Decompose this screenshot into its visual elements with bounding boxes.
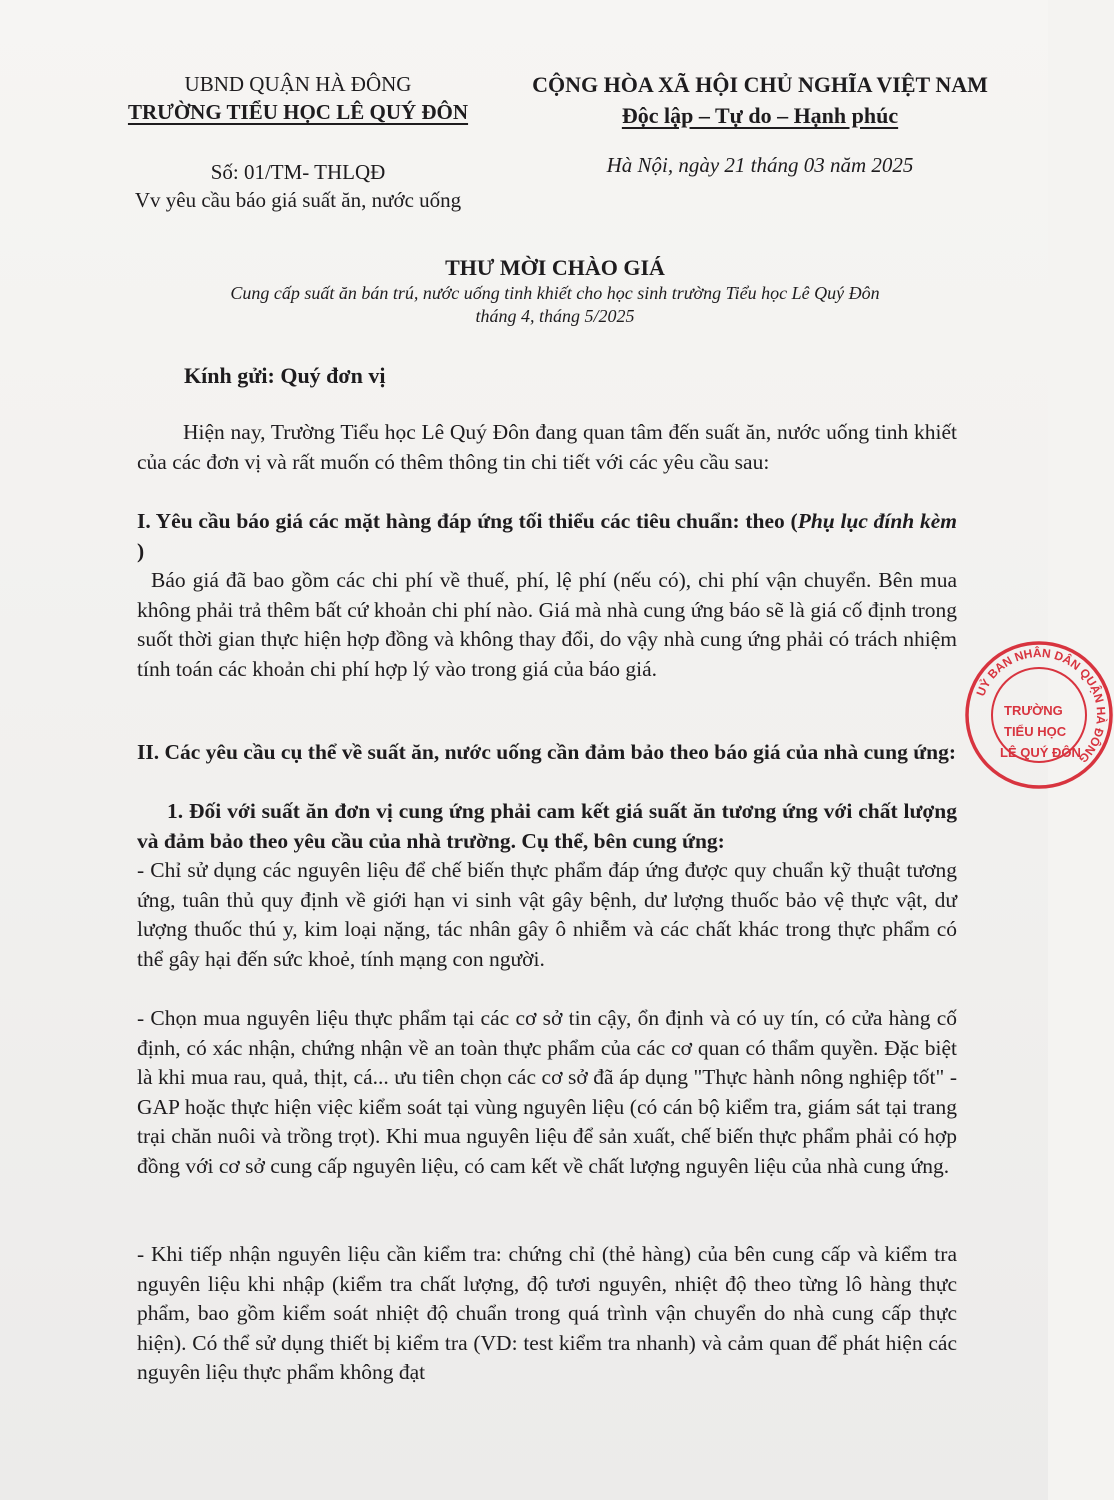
bullet-3: - Khi tiếp nhận nguyên liệu cần kiểm tra: chứng chỉ (thẻ hàng) của bên cung cấp và kiểm tra nguyên liệu khi nhập (kiểm tra chất lượng, độ tươi nguyên, nhiệt độ theo từng lô hàng thực phẩm, bao gồm kiểm soát nhiệt độ chuẩn trong quá trình vận chuyển do nhà cung cấp thực hiện). Có thể sử dụng thiết bị kiểm tra (VD: test kiểm tra nhanh) và cảm quan để phát hiện các nguyên liệu thực phẩm không đạt bbox=[137, 1242, 957, 1385]
stamp-center-line2: TIỂU HỌC bbox=[1004, 724, 1067, 739]
intro-paragraph: Hiện nay, Trường Tiểu học Lê Quý Đôn đang quan tâm đến suất ăn, nước uống tinh khiết của các đơn vị và rất muốn có thêm thông tin chi tiết với các yêu cầu sau: bbox=[137, 420, 957, 474]
national-motto-text: Độc lập – Tự do – Hạnh phúc bbox=[621, 103, 899, 128]
bullet-2: - Chọn mua nguyên liệu thực phẩm tại các cơ sở tin cậy, ổn định và có uy tín, có cửa hàng cố định, có xác nhận, chứng nhận về an toàn thực phẩm của các cơ quan có thẩm quyền. Đặc biệt là khi mua rau, quả, thịt, cá... ưu tiên chọn các cơ sở đã áp dụng "Thực hành nông nghiệp tốt" - GAP hoặc thực hiện việc kiểm soát tại vùng nguyên liệu (có cán bộ kiểm tra, giám sát tại trang trại chăn nuôi và trồng trọt). Khi mua nguyên liệu để sản xuất, chế biến thực phẩm phải có hợp đồng với cơ sở cung cấp nguyên liệu, có cam kết về chất lượng nguyên liệu của nhà cung ứng. bbox=[137, 1006, 957, 1178]
section1-heading-end: ) bbox=[137, 538, 145, 563]
greeting: Kính gửi: Quý đơn vị bbox=[184, 363, 386, 388]
section1-heading-text: I. Yêu cầu báo giá các mặt hàng đáp ứng tối thiểu các tiêu chuẩn: theo ( bbox=[137, 509, 798, 533]
document-subject: Vv yêu cầu báo giá suất ăn, nước uống bbox=[134, 188, 462, 212]
stamp-center-line3: LÊ QUÝ ĐÔN bbox=[1000, 745, 1081, 760]
school-name bbox=[118, 100, 478, 125]
bullet-1: - Chỉ sử dụng các nguyên liệu để chế biến thực phẩm đáp ứng được quy chuẩn kỹ thuật tương ứng, tuân thủ quy định về giới hạn vi sinh vật gây bệnh, dư lượng thuốc bảo vệ thực vật, dư lượng thuốc thú y, kim loại nặng, tác nhân gây ô nhiễm và các chất khác trong thực phẩm có thể gây hại đến sức khoẻ, tính mạng con người. bbox=[137, 858, 957, 971]
official-stamp bbox=[964, 640, 1114, 790]
letter-subtitle-line2: tháng 4, tháng 5/2025 bbox=[475, 306, 635, 326]
stamp-center-line1: TRƯỜNG bbox=[1004, 703, 1063, 718]
stamp-ring-text: UỶ BAN NHÂN DÂN QUẬN HÀ ĐÔNG bbox=[973, 645, 1109, 766]
letter-subtitle-line1: Cung cấp suất ăn bán trú, nước uống tinh khiết cho học sinh trường Tiểu học Lê Quý Đôn bbox=[230, 283, 880, 303]
school-name-text: TRƯỜNG TIỂU HỌC LÊ QUÝ ĐÔN bbox=[127, 100, 469, 124]
section2-heading: II. Các yêu cầu cụ thể về suất ăn, nước uống cần đảm bảo theo báo giá của nhà cung ứng: bbox=[137, 740, 956, 764]
section1-text: Báo giá đã bao gồm các chi phí về thuế, phí, lệ phí (nếu có), chi phí vận chuyển. Bên mua không phải trả thêm bất cứ khoản chi phí nào. Giá mà nhà cung ứng báo sẽ là giá cố định trong suốt thời gian thực hiện hợp đồng và không thay đổi, do vậy nhà cung ứng phải có trách nhiệm tính toán các khoản chi phí hợp lý vào trong giá của báo giá. bbox=[137, 568, 957, 681]
agency-name: UBND QUẬN HÀ ĐÔNG bbox=[184, 72, 412, 96]
section1-heading bbox=[137, 507, 957, 566]
place-date: Hà Nội, ngày 21 tháng 03 năm 2025 bbox=[606, 153, 914, 177]
national-title: CỘNG HÒA XÃ HỘI CHỦ NGHĨA VIỆT NAM bbox=[532, 72, 988, 97]
letter-title: THƯ MỜI CHÀO GIÁ bbox=[445, 255, 665, 280]
item1-heading: 1. Đối với suất ăn đơn vị cung ứng phải cam kết giá suất ăn tương ứng với chất lượng và đảm bảo theo yêu cầu của nhà trường. Cụ thể, bên cung ứng: bbox=[137, 799, 957, 853]
document-number: Số: 01/TM- THLQĐ bbox=[210, 160, 386, 184]
national-motto bbox=[510, 103, 1010, 129]
section1-heading-italic: Phụ lục đính kèm bbox=[797, 509, 957, 533]
